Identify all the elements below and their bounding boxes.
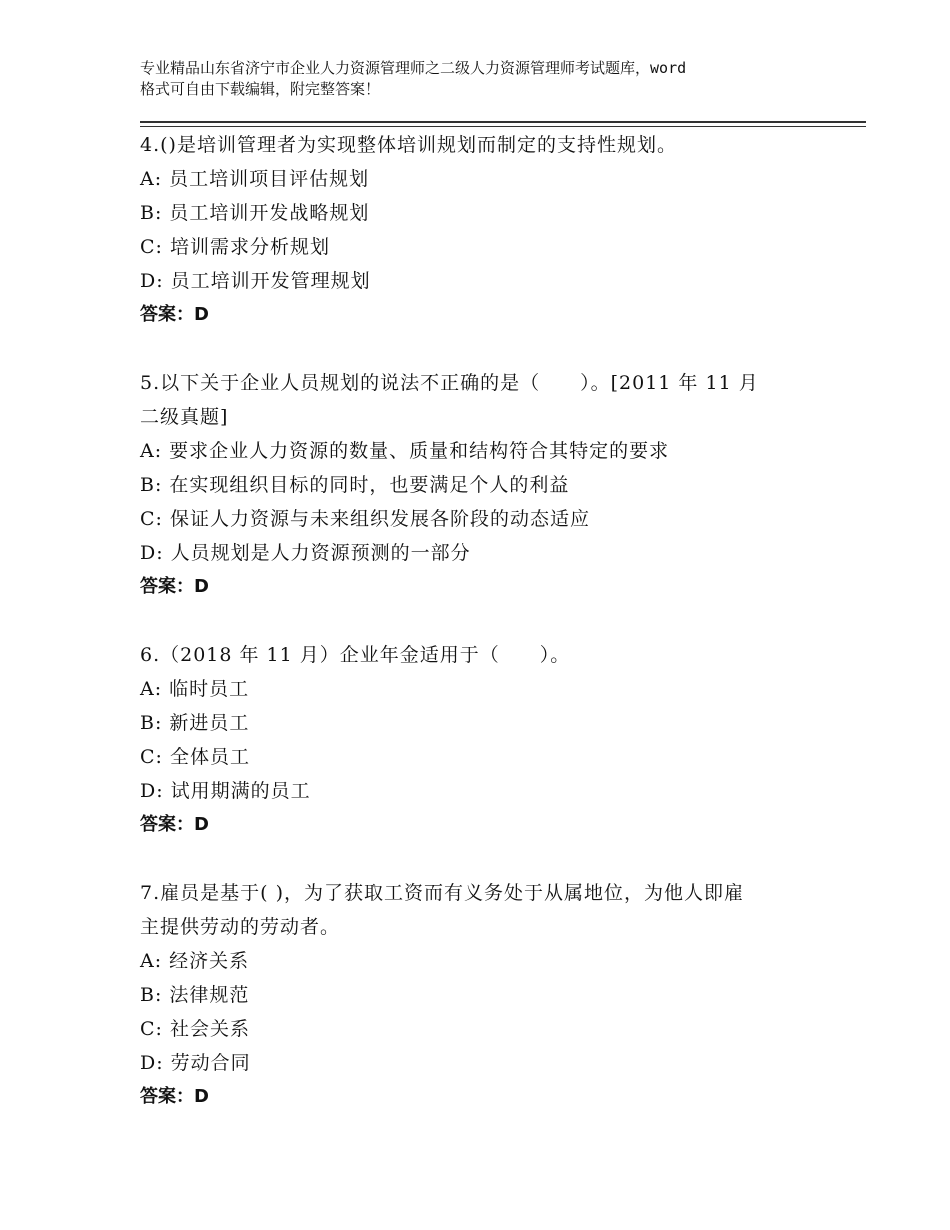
header-divider-thick — [140, 121, 866, 123]
option-d: D: 员工培训开发管理规划 — [140, 270, 371, 292]
question-stem: 4.()是培训管理者为实现整体培训规划而制定的支持性规划。 — [140, 134, 677, 156]
answer-label: 答案：D — [140, 1086, 209, 1107]
option-a: A: 经济关系 — [140, 950, 250, 972]
spacer — [140, 332, 860, 366]
question-stem: 7.雇员是基于( )，为了获取工资而有义务处于从属地位，为他人即雇 — [140, 882, 744, 904]
question-stem-cont: 主提供劳动的劳动者。 — [140, 916, 341, 938]
option-b: B: 新进员工 — [140, 712, 250, 734]
option-c: C: 保证人力资源与未来组织发展各阶段的动态适应 — [140, 508, 590, 530]
option-d: D: 试用期满的员工 — [140, 780, 311, 802]
question-list — [140, 128, 860, 1114]
option-d: D: 劳动合同 — [140, 1052, 251, 1074]
question-6 — [140, 638, 860, 842]
spacer — [140, 842, 860, 876]
question-stem: 5.以下关于企业人员规划的说法不正确的是（ ）。[2011 年 11 月 — [140, 372, 759, 394]
option-a: A: 员工培训项目评估规划 — [140, 168, 370, 190]
option-a: A: 要求企业人力资源的数量、质量和结构符合其特定的要求 — [140, 440, 670, 462]
answer-label: 答案：D — [140, 304, 209, 325]
question-4 — [140, 128, 860, 332]
option-c: C: 社会关系 — [140, 1018, 250, 1040]
header-divider-thin — [140, 126, 866, 127]
question-5 — [140, 366, 860, 604]
question-stem-cont: 二级真题] — [140, 406, 229, 428]
answer-label: 答案：D — [140, 814, 209, 835]
spacer — [140, 604, 860, 638]
option-c: C: 全体员工 — [140, 746, 250, 768]
header-line-2: 格式可自由下载编辑，附完整答案！ — [140, 80, 381, 98]
question-stem: 6.（2018 年 11 月）企业年金适用于（ ）。 — [140, 644, 571, 666]
question-7 — [140, 876, 860, 1114]
answer-label: 答案：D — [140, 576, 209, 597]
option-d: D: 人员规划是人力资源预测的一部分 — [140, 542, 471, 564]
option-b: B: 员工培训开发战略规划 — [140, 202, 370, 224]
option-a: A: 临时员工 — [140, 678, 250, 700]
header-line-1: 专业精品山东省济宁市企业人力资源管理师之二级人力资源管理师考试题库，word — [140, 59, 687, 77]
option-c: C: 培训需求分析规划 — [140, 236, 330, 258]
option-b: B: 法律规范 — [140, 984, 250, 1006]
option-b: B: 在实现组织目标的同时，也要满足个人的利益 — [140, 474, 570, 496]
document-header — [140, 58, 840, 100]
